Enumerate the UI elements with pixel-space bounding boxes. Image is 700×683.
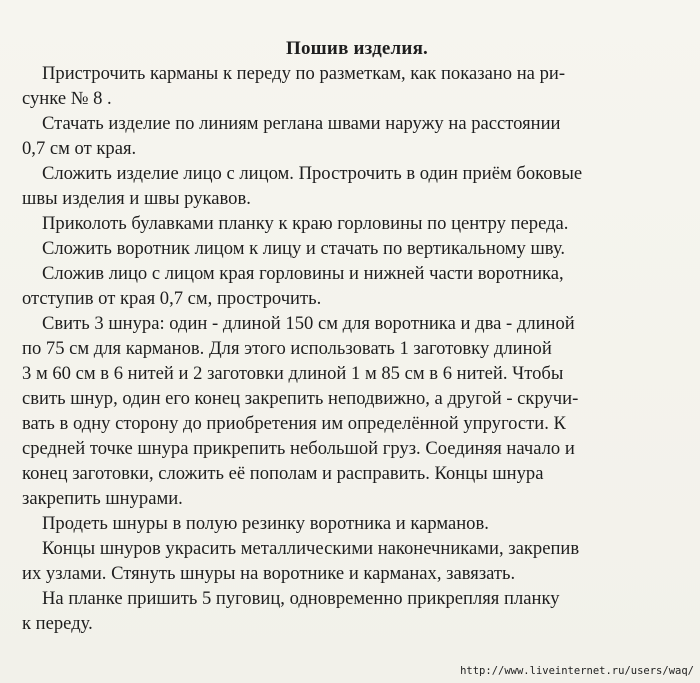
text-line: конец заготовки, сложить её пополам и расправить. Концы шнура: [22, 463, 544, 484]
text-line: Приколоть булавками планку к краю горловины по центру переда.: [42, 213, 569, 234]
text-line: их узлами. Стянуть шнуры на воротнике и карманах, завязать.: [22, 563, 516, 584]
text-line: Пристрочить карманы к переду по разметкам, как показано на ри-: [42, 63, 566, 84]
text-line: Свить 3 шнура: один - длиной 150 см для воротника и два - длиной: [42, 313, 575, 334]
text-line: 0,7 см от края.: [22, 138, 137, 159]
text-line: 3 м 60 см в 6 нитей и 2 заготовки длиной 1 м 85 см в 6 нитей. Чтобы: [22, 363, 564, 384]
text-line: Сложив лицо с лицом края горловины и нижней части воротника,: [42, 263, 564, 284]
text-line: Сложить изделие лицо с лицом. Прострочить в один приём боковые: [42, 163, 583, 184]
text-line: сунке № 8 .: [22, 88, 112, 109]
text-line: Сложить воротник лицом к лицу и стачать по вертикальному шву.: [42, 238, 566, 259]
text-line: отступив от края 0,7 см, прострочить.: [22, 288, 322, 309]
text-line: Стачать изделие по линиям реглана швами наружу на расстоянии: [42, 113, 561, 134]
watermark-url: http://www.liveinternet.ru/users/waq/: [460, 665, 694, 677]
text-line: свить шнур, один его конец закрепить неподвижно, а другой - скручи-: [22, 388, 579, 409]
text-line: швы изделия и швы рукавов.: [22, 188, 251, 209]
text-line: к переду.: [22, 613, 93, 634]
text-line: по 75 см для карманов. Для этого использовать 1 заготовку длиной: [22, 338, 552, 359]
text-line: закрепить шнурами.: [22, 488, 183, 509]
text-line: вать в одну сторону до приобретения им определённой упругости. К: [22, 413, 566, 434]
page-title: Пошив изделия.: [286, 38, 428, 59]
text-line: Концы шнуров украсить металлическими наконечниками, закрепив: [42, 538, 580, 559]
text-line: На планке пришить 5 пуговиц, одновременно прикрепляя планку: [42, 588, 560, 609]
text-line: Продеть шнуры в полую резинку воротника и карманов.: [42, 513, 489, 534]
text-line: средней точке шнура прикрепить небольшой груз. Соединяя начало и: [22, 438, 575, 459]
